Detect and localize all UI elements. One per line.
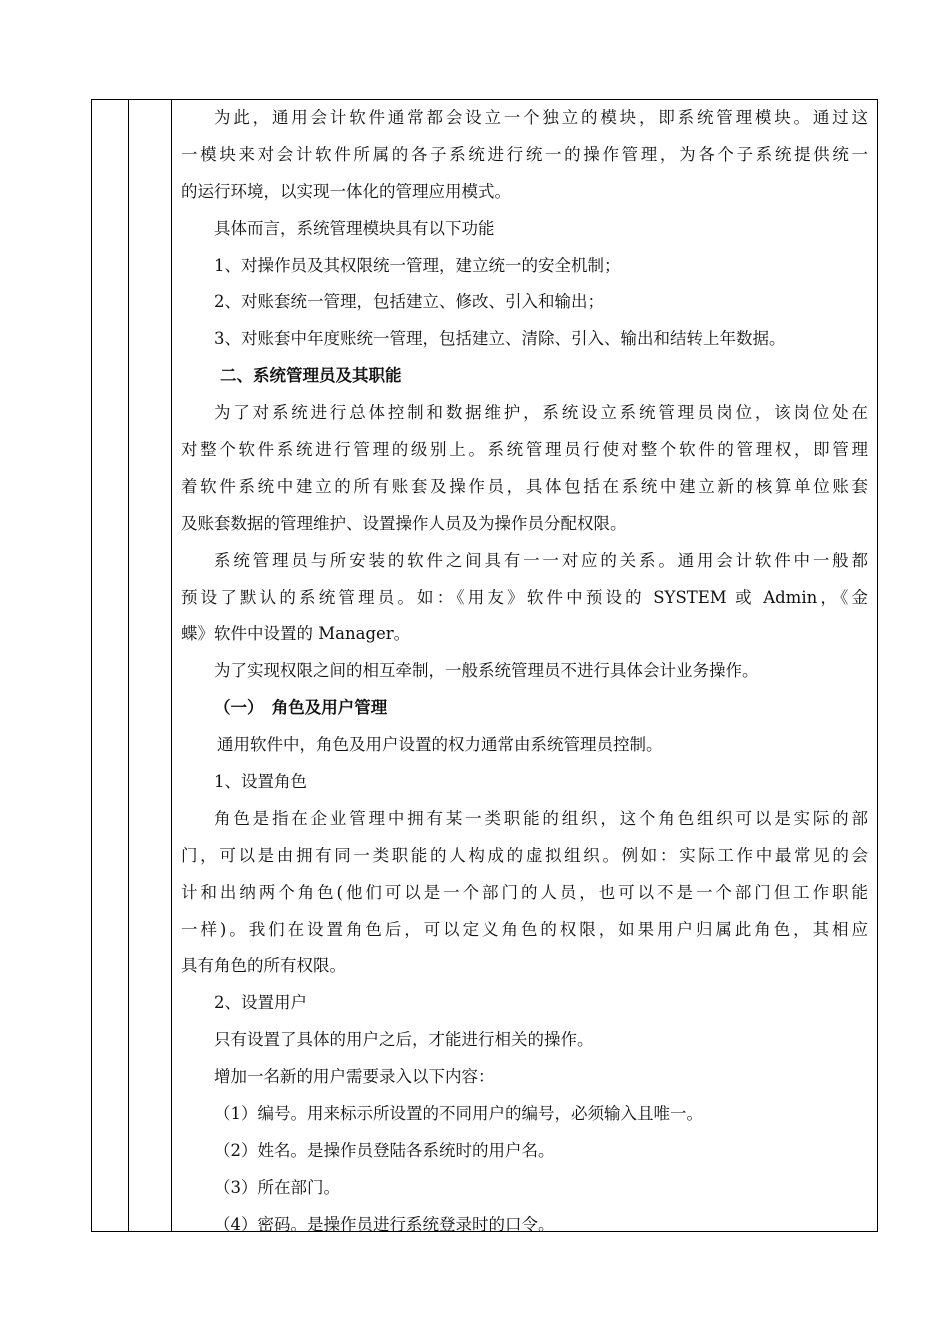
table-frame — [91, 99, 878, 1232]
item-heading: 2、设置用户 — [214, 993, 307, 1013]
paragraph-line: 计和出纳两个角色(他们可以是一个部门的人员，也可以不是一个部门但工作职能 — [181, 882, 868, 902]
list-item: （3）所在部门。 — [214, 1177, 340, 1197]
paragraph-line: 一样)。我们在设置角色后，可以定义角色的权限，如果用户归属此角色，其相应 — [181, 919, 868, 939]
paragraph-line: 蝶》软件中设置的 Manager。 — [181, 624, 411, 644]
paragraph-line: 预设了默认的系统管理员。如：《用友》软件中预设的 SYSTEM 或 Admin，《金 — [181, 587, 868, 607]
list-item: 3、对账套中年度账统一管理，包括建立、清除、引入、输出和结转上年数据。 — [214, 329, 786, 349]
paragraph-line: 只有设置了具体的用户之后，才能进行相关的操作。 — [214, 1030, 594, 1050]
paragraph-line: 一模块来对会计软件所属的各子系统进行统一的操作管理，为各个子系统提供统一 — [181, 144, 868, 164]
paragraph-line: 及账套数据的管理维护、设置操作人员及为操作员分配权限。 — [181, 513, 627, 533]
paragraph-line: 为此，通用会计软件通常都会设立一个独立的模块，即系统管理模块。通过这 — [214, 108, 868, 127]
paragraph-line: 为了实现权限之间的相互牵制，一般系统管理员不进行具体会计业务操作。 — [214, 661, 759, 681]
paragraph-line: 增加一名新的用户需要录入以下内容： — [214, 1067, 495, 1087]
paragraph-line: 角色是指在企业管理中拥有某一类职能的组织，这个角色组织可以是实际的部 — [214, 808, 868, 828]
paragraph-line: 门，可以是由拥有同一类职能的人构成的虚拟组织。例如：实际工作中最常见的会 — [181, 845, 868, 865]
paragraph-line: 着软件系统中建立的所有账套及操作员，具体包括在系统中建立新的核算单位账套 — [181, 476, 868, 496]
table-column-left — [92, 100, 129, 1231]
paragraph-line: 的运行环境，以实现一体化的管理应用模式。 — [181, 181, 511, 201]
list-item: （1）编号。用来标示所设置的不同用户的编号，必须输入且唯一。 — [214, 1104, 703, 1124]
content-cell — [172, 100, 877, 1244]
paragraph-line: 具有角色的所有权限。 — [181, 956, 346, 976]
item-heading: 1、设置角色 — [214, 772, 307, 792]
paragraph-line: 为了对系统进行总体控制和数据维护，系统设立系统管理员岗位，该岗位处在 — [214, 403, 868, 423]
paragraph-line: 系统管理员与所安装的软件之间具有一一对应的关系。通用会计软件中一般都 — [214, 550, 868, 570]
paragraph-line: 具体而言，系统管理模块具有以下功能 — [214, 218, 495, 238]
subsection-heading: （一） 角色及用户管理 — [214, 698, 388, 718]
section-heading: 二、系统管理员及其职能 — [220, 366, 402, 386]
list-item: （4）密码。是操作员进行系统登录时的口令。 — [214, 1214, 555, 1234]
list-item: （2）姓名。是操作员登陆各系统时的用户名。 — [214, 1140, 555, 1160]
paragraph-line: 对整个软件系统进行管理的级别上。系统管理员行使对整个软件的管理权，即管理 — [181, 440, 868, 460]
table-column-middle — [129, 100, 172, 1231]
list-item: 2、对账套统一管理，包括建立、修改、引入和输出； — [214, 292, 604, 312]
list-item: 1、对操作员及其权限统一管理，建立统一的安全机制； — [214, 255, 621, 275]
paragraph-line: 通用软件中，角色及用户设置的权力通常由系统管理员控制。 — [217, 735, 663, 755]
